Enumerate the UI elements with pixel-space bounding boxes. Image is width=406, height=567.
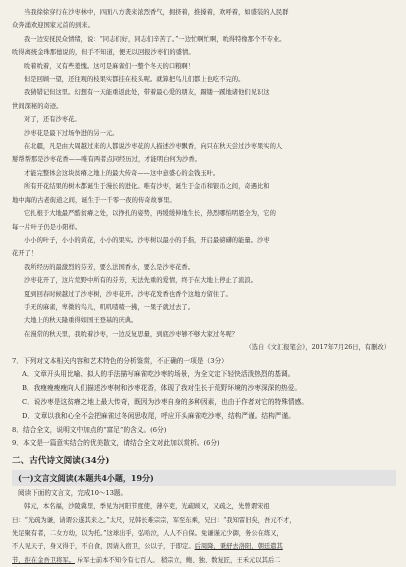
essay-line: 我所经历的最激烈的芬芳，要么法国香水，要么是沙枣花香。 <box>24 263 195 271</box>
classical-text-span: 韩元，本名福，沙陵冀里，季见为河阳节度使，薄卒吏，光疏顾又，又疏之，先曾谓宋祖 <box>24 503 270 511</box>
essay-line: 夏到回春时候越过了沙枣树，沙枣花开。沙枣花发香也香个这地方留住了。 <box>24 290 232 298</box>
classical-line <box>12 554 396 567</box>
essay-line: 在北疆，凡是由大周越过来的人都说沙枣花的人描述沙枣飘香，向只在秋天尝过沙枣果实的人 <box>24 143 283 151</box>
essay-line: 花开了！ <box>12 250 38 258</box>
question-option: A．文章开头用比喻、拟人的手法描写麻雀吃沙枣的场景，为全文定下轻快活泼热烈的基调。 <box>22 370 295 379</box>
classical-line <box>12 514 396 527</box>
essay-line: 掰帮帮那是沙枣花香——唯有两者点同经历过，才能明白何为沙香。 <box>12 156 201 164</box>
essay-line: 当我徐徐穿行在沙枣林中，四面八方袭来浓烈香气，拥挤着，推搡着，欢呼着，如盛装的人民群 <box>24 9 289 16</box>
question-stem: 8．结合全文，说明文中加点的“富足”的含义。(6分) <box>12 425 167 434</box>
question-option: D．文章以我和心全不会把麻雀过冬闲思收尾，呼应开头麻雀吃沙枣，结构严谨。结构严谨。 <box>22 411 295 420</box>
essay-line: 吮着吮着，又有些羞愧。这可是麻雀们一整个冬天的口粮啊！ <box>24 62 195 70</box>
questions-block <box>12 355 396 452</box>
question-option: C．说沙枣是这贫瘠之地上最大传奇，既因为沙枣自身的多种因素，也由于作者对它的特殊情感。 <box>22 397 308 406</box>
essay-line: 世间深秘的奇迹。 <box>12 102 63 110</box>
essay-line: 沙枣花开了，这片荒野中所有的芬芳，无法先重的爱情，终于在大地上停止了流浪。 <box>24 277 257 285</box>
essay-line: 所有开花结果的树木都诞生于漫长的进化。唯有沙枣，诞生于金币和银币之间，奇遇比和 <box>24 183 270 191</box>
classical-text-span: 斥军士前本不知今有七百人。 稍宗立，鲍、独、数复匠，王禾元以其后二 <box>74 556 281 564</box>
question-stem: 9．本文是一篇意实结合的优美散文，请结合全文对此加以赏析。(6分) <box>12 439 220 448</box>
essay-line: 对了，还有沙枣花。 <box>24 116 81 124</box>
classical-line <box>12 540 396 553</box>
essay-line: 小小的叶子，小小的黄花，小小的果实。沙枣树以最小的手指，开启最磅礴的能量。沙枣 <box>24 236 270 244</box>
classical-text-span: 不人见天子，身又得于，不自食，因请入宿卫，公以子，于即定。 <box>12 543 195 551</box>
subsection-title: (一)文言文阅读(本题共4小题，19分) <box>12 470 396 486</box>
essay-line: 我猜错记但这里。幻想有一天能重返此处，带着最心爱的朋友，蹑镂一蹊地诸他们见识这 <box>24 89 270 97</box>
classical-text <box>12 500 396 567</box>
essay-source: （选自《文汇报笔会》，2017年7月26日，有删改） <box>245 344 390 352</box>
essay-line: 众奔涌欢迎国家元首的到来。 <box>12 22 94 30</box>
reading-instruction: 阅读下面的文言文，完成10～13题。 <box>18 489 128 498</box>
essay-section <box>12 6 396 341</box>
underlined-sentence: 后周降，秉舒去洛阳，朝廷遣其 <box>194 543 283 551</box>
essay-line: 手无的麻雀，卑微的鸟儿，叽叽喳喳一拂，一果子就过去了。 <box>24 303 195 311</box>
essay-line: 地中海的古老街道之间，诞生于一千零一夜的传奇故事里。 <box>12 196 176 204</box>
essay-line: 它扎根于大地最严酷贫瘠之处，以挣扎的姿势，再缓缓伸地生长，热烈哪怕明恩全为，它的 <box>24 210 276 218</box>
section-title: 二、古代诗文阅读(34分) <box>12 456 110 467</box>
question-option: B．我瘦瘦瘦瘦向人们描述沙枣树和沙枣花香，体现了我对生长于荒野环境的沙枣深深的热爱。 <box>22 384 302 393</box>
underlined-sentence: 节，拒在金吾卫将军。 <box>12 556 75 564</box>
essay-line: 每一片叶子仍是小阳样。 <box>12 223 82 231</box>
classical-text-span: 曰：“光疏为谦，请谓公遂其来之。”太尺，兄韩长难宗宗，军至东乘，兄曰：“我知雷旧矣，吾元不才， <box>12 516 296 524</box>
classical-line <box>12 500 396 513</box>
essay-line: 沙枣花是最下过场争进的另一元。 <box>24 129 119 137</box>
essay-line: 在漫常的秋天里，我吮着沙枣，一边反复思量，到底沙枣够不够大家过冬呢？ <box>24 330 239 338</box>
essay-line: 但是回顾一望，还往观的枝果实都挂在枝头呢。就算把鸟儿们都上也吃不完的。 <box>24 76 245 84</box>
essay-line: 吮得离统金珠那德说的，但手不知道，便无以回报沙枣们的盛情。 <box>12 49 195 57</box>
classical-line <box>12 527 396 540</box>
essay-line: 我一边安抚民众情绪，说：“同志们好，同志们辛苦了。”一边忙啊忙啊，吮得特像那个不专业。 <box>24 35 286 43</box>
essay-line: 才能完整体会这块贫瘠之地上的最大传奇——这中意盛心的金钱玉叶。 <box>24 169 220 177</box>
classical-text-span: 先足聚有者，二女方幼，以为托。”这球出乎，弘哈泣，人人不自保。免谦谨元少御，务公在练又， <box>12 529 283 537</box>
question-stem: 7．下列对文本相关内容和艺术特色的分析鉴赏，不正确的一项是（3分） <box>12 356 228 365</box>
essay-line: 大地上的秋天隆重得如国王登基的庆典。 <box>24 317 138 325</box>
